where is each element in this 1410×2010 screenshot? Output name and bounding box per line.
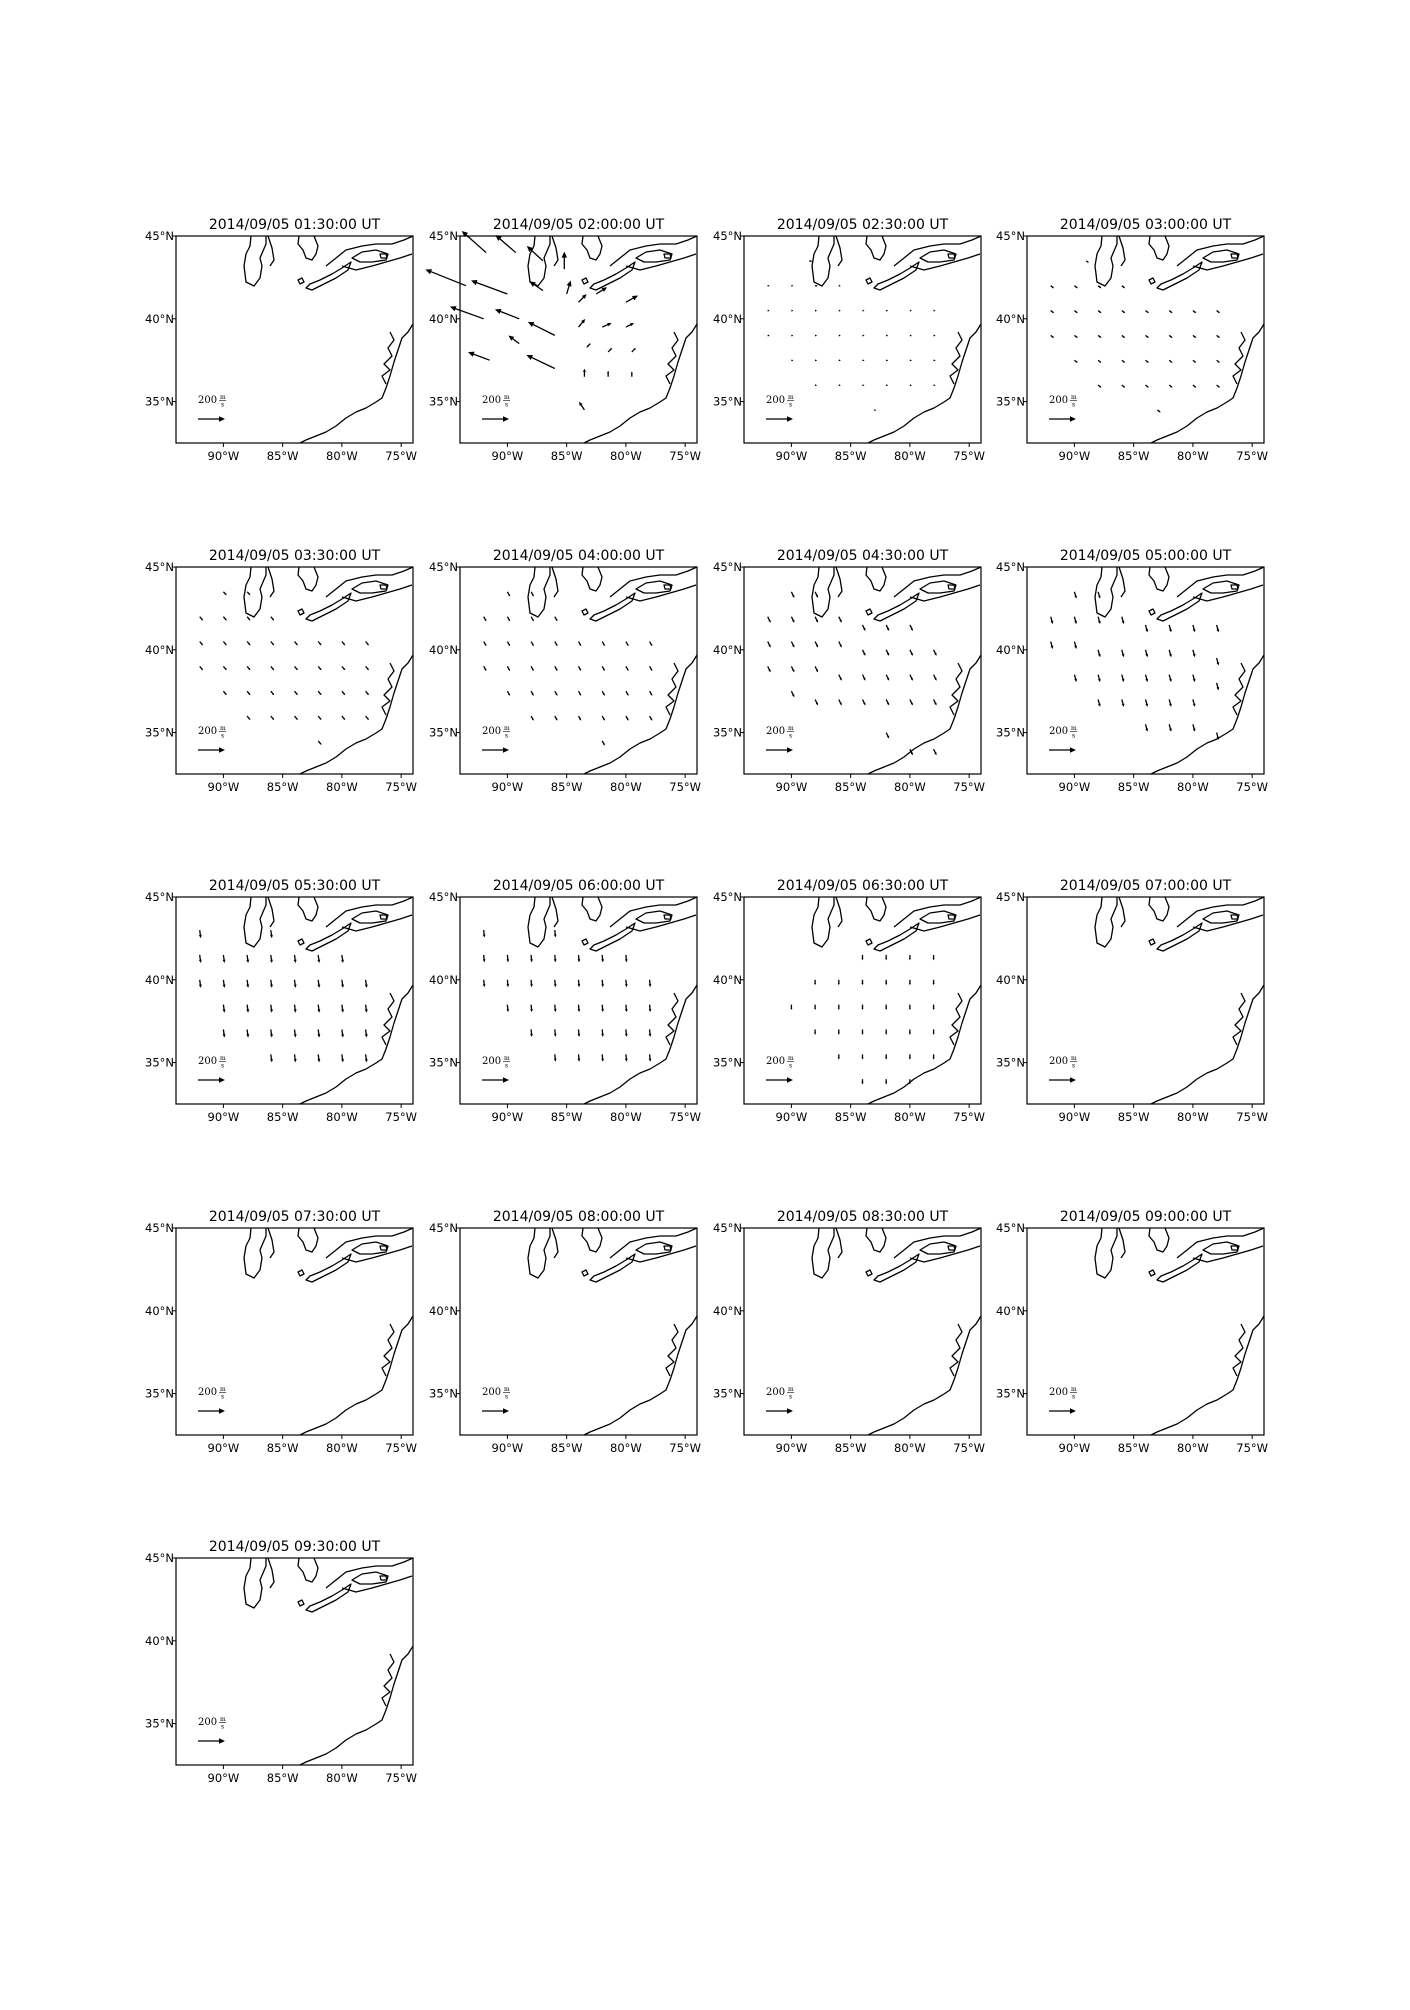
reference-unit-numerator: m: [504, 1055, 510, 1062]
reference-unit-denominator: s: [1072, 1062, 1076, 1070]
y-tick-label: 45°N: [713, 890, 742, 904]
reference-unit-numerator: m: [788, 725, 794, 732]
y-tick-label: 40°N: [713, 311, 742, 326]
y-tick-label: 45°N: [996, 560, 1025, 574]
plot-frame: [176, 1228, 413, 1435]
y-tick-label: 35°N: [429, 1386, 458, 1401]
y-tick-label: 45°N: [429, 1221, 458, 1235]
y-tick-label: 40°N: [996, 642, 1025, 657]
y-tick-label: 35°N: [145, 1055, 174, 1070]
panel-title: 2014/09/05 05:30:00 UT: [208, 878, 381, 894]
y-tick-label: 45°N: [429, 229, 458, 243]
x-tick-label: 80°W: [894, 1441, 926, 1455]
y-tick-label: 45°N: [996, 890, 1025, 904]
reference-value: 200: [1049, 395, 1069, 406]
map-panel: [713, 548, 985, 794]
y-tick-label: 40°N: [996, 972, 1025, 987]
reference-unit-denominator: s: [789, 1393, 793, 1401]
x-tick-label: 80°W: [610, 1110, 642, 1124]
y-tick-label: 35°N: [145, 725, 174, 740]
reference-value: 200: [766, 1056, 786, 1067]
x-tick-label: 90°W: [491, 1441, 524, 1455]
y-tick-label: 45°N: [713, 229, 742, 243]
y-tick-label: 35°N: [996, 1386, 1025, 1401]
x-tick-label: 85°W: [1117, 1441, 1150, 1455]
x-tick-label: 75°W: [385, 780, 418, 794]
x-tick-label: 80°W: [610, 449, 642, 463]
x-tick-label: 75°W: [1236, 780, 1269, 794]
y-tick-label: 40°N: [713, 642, 742, 657]
x-tick-label: 90°W: [207, 780, 240, 794]
map-panel: [425, 217, 701, 463]
map-panel: [713, 878, 985, 1124]
plot-frame: [744, 567, 981, 774]
x-tick-label: 85°W: [834, 449, 867, 463]
x-tick-label: 85°W: [550, 449, 583, 463]
reference-unit-numerator: m: [788, 394, 794, 401]
reference-unit-numerator: m: [788, 1055, 794, 1062]
y-tick-label: 35°N: [145, 1386, 174, 1401]
y-tick-label: 45°N: [145, 229, 174, 243]
panel-title: 2014/09/05 05:00:00 UT: [1059, 548, 1232, 564]
x-tick-label: 85°W: [266, 1771, 299, 1785]
reference-value: 200: [482, 395, 502, 406]
reference-unit-denominator: s: [505, 1393, 509, 1401]
y-tick-label: 45°N: [429, 890, 458, 904]
x-tick-label: 80°W: [326, 1110, 358, 1124]
x-tick-label: 90°W: [1058, 1441, 1091, 1455]
panel-title: 2014/09/05 09:00:00 UT: [1059, 1209, 1232, 1225]
x-tick-label: 85°W: [1117, 1110, 1150, 1124]
map-panel: [996, 878, 1268, 1124]
reference-value: 200: [198, 1717, 218, 1728]
reference-unit-denominator: s: [221, 1723, 225, 1731]
y-tick-label: 40°N: [429, 642, 458, 657]
x-tick-label: 75°W: [669, 780, 702, 794]
y-tick-label: 45°N: [145, 1551, 174, 1565]
reference-value: 200: [198, 1056, 218, 1067]
y-tick-label: 45°N: [996, 229, 1025, 243]
x-tick-label: 75°W: [1236, 449, 1269, 463]
reference-unit-numerator: m: [1071, 1055, 1077, 1062]
y-tick-label: 40°N: [429, 311, 458, 326]
y-tick-label: 40°N: [145, 311, 174, 326]
x-tick-label: 75°W: [385, 1110, 418, 1124]
x-tick-label: 85°W: [1117, 449, 1150, 463]
reference-value: 200: [198, 726, 218, 737]
reference-value: 200: [766, 726, 786, 737]
x-tick-label: 75°W: [1236, 1441, 1269, 1455]
reference-value: 200: [198, 395, 218, 406]
plot-frame: [460, 567, 697, 774]
wind-vector-head: [450, 306, 457, 311]
reference-unit-denominator: s: [505, 1062, 509, 1070]
plot-frame: [176, 897, 413, 1104]
x-tick-label: 90°W: [491, 449, 524, 463]
x-tick-label: 80°W: [1177, 1110, 1209, 1124]
plot-frame: [176, 1558, 413, 1765]
panel-title: 2014/09/05 03:00:00 UT: [1059, 217, 1232, 233]
reference-value: 200: [482, 1056, 502, 1067]
y-tick-label: 35°N: [145, 1716, 174, 1731]
y-tick-label: 40°N: [429, 1303, 458, 1318]
reference-unit-numerator: m: [504, 725, 510, 732]
x-tick-label: 75°W: [385, 1441, 418, 1455]
plot-frame: [744, 897, 981, 1104]
x-tick-label: 90°W: [207, 449, 240, 463]
plot-frame: [176, 236, 413, 443]
y-tick-label: 35°N: [713, 394, 742, 409]
y-tick-label: 40°N: [996, 311, 1025, 326]
x-tick-label: 90°W: [1058, 780, 1091, 794]
x-tick-label: 80°W: [326, 1771, 358, 1785]
reference-unit-denominator: s: [221, 1393, 225, 1401]
panel-title: 2014/09/05 02:30:00 UT: [776, 217, 949, 233]
reference-unit-numerator: m: [1071, 1386, 1077, 1393]
reference-unit-denominator: s: [221, 1062, 225, 1070]
y-tick-label: 35°N: [996, 725, 1025, 740]
y-tick-label: 40°N: [145, 1633, 174, 1648]
x-tick-label: 80°W: [894, 1110, 926, 1124]
y-tick-label: 40°N: [429, 972, 458, 987]
panel-title: 2014/09/05 06:00:00 UT: [492, 878, 665, 894]
plot-frame: [744, 1228, 981, 1435]
panel-title: 2014/09/05 08:00:00 UT: [492, 1209, 665, 1225]
reference-unit-numerator: m: [1071, 725, 1077, 732]
reference-unit-denominator: s: [1072, 732, 1076, 740]
reference-unit-denominator: s: [1072, 401, 1076, 409]
x-tick-label: 80°W: [1177, 780, 1209, 794]
y-tick-label: 45°N: [429, 560, 458, 574]
plot-frame: [176, 567, 413, 774]
x-tick-label: 75°W: [669, 449, 702, 463]
y-tick-label: 45°N: [996, 1221, 1025, 1235]
x-tick-label: 85°W: [266, 1110, 299, 1124]
x-tick-label: 85°W: [550, 780, 583, 794]
x-tick-label: 75°W: [953, 1441, 986, 1455]
reference-value: 200: [1049, 726, 1069, 737]
y-tick-label: 35°N: [145, 394, 174, 409]
reference-unit-denominator: s: [221, 732, 225, 740]
x-tick-label: 90°W: [207, 1110, 240, 1124]
plot-frame: [1027, 1228, 1264, 1435]
map-panel: [145, 1209, 417, 1455]
reference-unit-numerator: m: [220, 1716, 226, 1723]
map-panel: [145, 1539, 417, 1785]
panel-title: 2014/09/05 01:30:00 UT: [208, 217, 381, 233]
y-tick-label: 40°N: [145, 972, 174, 987]
panel-title: 2014/09/05 07:30:00 UT: [208, 1209, 381, 1225]
panel-title: 2014/09/05 02:00:00 UT: [492, 217, 665, 233]
map-panel: [713, 1209, 985, 1455]
map-panel: [429, 1209, 701, 1455]
map-panel: [145, 878, 417, 1124]
reference-unit-numerator: m: [220, 394, 226, 401]
y-tick-label: 35°N: [996, 1055, 1025, 1070]
x-tick-label: 80°W: [326, 1441, 358, 1455]
map-panel: [996, 217, 1268, 463]
panel-title: 2014/09/05 09:30:00 UT: [208, 1539, 381, 1555]
x-tick-label: 80°W: [326, 780, 358, 794]
x-tick-label: 75°W: [953, 780, 986, 794]
map-panel: [145, 548, 417, 794]
x-tick-label: 85°W: [550, 1441, 583, 1455]
x-tick-label: 90°W: [775, 1110, 808, 1124]
y-tick-label: 35°N: [429, 1055, 458, 1070]
panel-title: 2014/09/05 07:00:00 UT: [1059, 878, 1232, 894]
y-tick-label: 40°N: [713, 1303, 742, 1318]
y-tick-label: 40°N: [713, 972, 742, 987]
x-tick-label: 90°W: [207, 1441, 240, 1455]
y-tick-label: 35°N: [429, 725, 458, 740]
x-tick-label: 85°W: [266, 1441, 299, 1455]
map-panel: [429, 878, 701, 1124]
panel-title: 2014/09/05 03:30:00 UT: [208, 548, 381, 564]
reference-unit-denominator: s: [1072, 1393, 1076, 1401]
reference-unit-denominator: s: [789, 732, 793, 740]
x-tick-label: 90°W: [1058, 1110, 1091, 1124]
plot-frame: [460, 1228, 697, 1435]
x-tick-label: 90°W: [775, 1441, 808, 1455]
x-tick-label: 85°W: [834, 1110, 867, 1124]
map-panel: [145, 217, 417, 463]
x-tick-label: 85°W: [834, 780, 867, 794]
x-tick-label: 80°W: [894, 449, 926, 463]
map-panel: [713, 217, 985, 463]
reference-unit-denominator: s: [789, 401, 793, 409]
x-tick-label: 75°W: [385, 1771, 418, 1785]
reference-value: 200: [482, 726, 502, 737]
panel-title: 2014/09/05 08:30:00 UT: [776, 1209, 949, 1225]
x-tick-label: 90°W: [775, 449, 808, 463]
y-tick-label: 35°N: [713, 1055, 742, 1070]
reference-unit-numerator: m: [504, 394, 510, 401]
plot-frame: [1027, 897, 1264, 1104]
reference-unit-numerator: m: [1071, 394, 1077, 401]
reference-unit-denominator: s: [505, 732, 509, 740]
x-tick-label: 75°W: [385, 449, 418, 463]
x-tick-label: 75°W: [669, 1110, 702, 1124]
x-tick-label: 90°W: [775, 780, 808, 794]
y-tick-label: 40°N: [996, 1303, 1025, 1318]
reference-unit-numerator: m: [220, 1386, 226, 1393]
reference-value: 200: [482, 1387, 502, 1398]
x-tick-label: 75°W: [1236, 1110, 1269, 1124]
reference-unit-denominator: s: [789, 1062, 793, 1070]
y-tick-label: 45°N: [145, 890, 174, 904]
x-tick-label: 75°W: [669, 1441, 702, 1455]
panel-title: 2014/09/05 04:30:00 UT: [776, 548, 949, 564]
x-tick-label: 85°W: [550, 1110, 583, 1124]
y-tick-label: 35°N: [713, 1386, 742, 1401]
x-tick-label: 80°W: [1177, 449, 1209, 463]
reference-value: 200: [1049, 1387, 1069, 1398]
reference-unit-denominator: s: [505, 401, 509, 409]
x-tick-label: 90°W: [491, 1110, 524, 1124]
map-panel: [996, 1209, 1268, 1455]
plot-frame: [1027, 236, 1264, 443]
y-tick-label: 45°N: [145, 560, 174, 574]
y-tick-label: 35°N: [713, 725, 742, 740]
y-tick-label: 45°N: [713, 560, 742, 574]
y-tick-label: 40°N: [145, 1303, 174, 1318]
reference-unit-numerator: m: [504, 1386, 510, 1393]
y-tick-label: 45°N: [145, 1221, 174, 1235]
reference-value: 200: [766, 1387, 786, 1398]
plot-frame: [1027, 567, 1264, 774]
x-tick-label: 90°W: [207, 1771, 240, 1785]
reference-unit-denominator: s: [221, 401, 225, 409]
y-tick-label: 45°N: [713, 1221, 742, 1235]
y-tick-label: 40°N: [145, 642, 174, 657]
reference-value: 200: [198, 1387, 218, 1398]
x-tick-label: 80°W: [894, 780, 926, 794]
panel-title: 2014/09/05 06:30:00 UT: [776, 878, 949, 894]
reference-unit-numerator: m: [220, 1055, 226, 1062]
plot-frame: [744, 236, 981, 443]
x-tick-label: 80°W: [610, 780, 642, 794]
plot-frame: [460, 897, 697, 1104]
x-tick-label: 80°W: [326, 449, 358, 463]
y-tick-label: 35°N: [996, 394, 1025, 409]
x-tick-label: 85°W: [266, 780, 299, 794]
reference-value: 200: [766, 395, 786, 406]
map-panel: [996, 548, 1268, 794]
x-tick-label: 75°W: [953, 449, 986, 463]
x-tick-label: 90°W: [491, 780, 524, 794]
plot-frame: [460, 236, 697, 443]
x-tick-label: 90°W: [1058, 449, 1091, 463]
map-panel: [429, 548, 701, 794]
x-tick-label: 75°W: [953, 1110, 986, 1124]
reference-unit-numerator: m: [788, 1386, 794, 1393]
x-tick-label: 80°W: [1177, 1441, 1209, 1455]
reference-value: 200: [1049, 1056, 1069, 1067]
x-tick-label: 85°W: [1117, 780, 1150, 794]
x-tick-label: 80°W: [610, 1441, 642, 1455]
x-tick-label: 85°W: [266, 449, 299, 463]
y-tick-label: 35°N: [429, 394, 458, 409]
reference-unit-numerator: m: [220, 725, 226, 732]
x-tick-label: 85°W: [834, 1441, 867, 1455]
panel-title: 2014/09/05 04:00:00 UT: [492, 548, 665, 564]
